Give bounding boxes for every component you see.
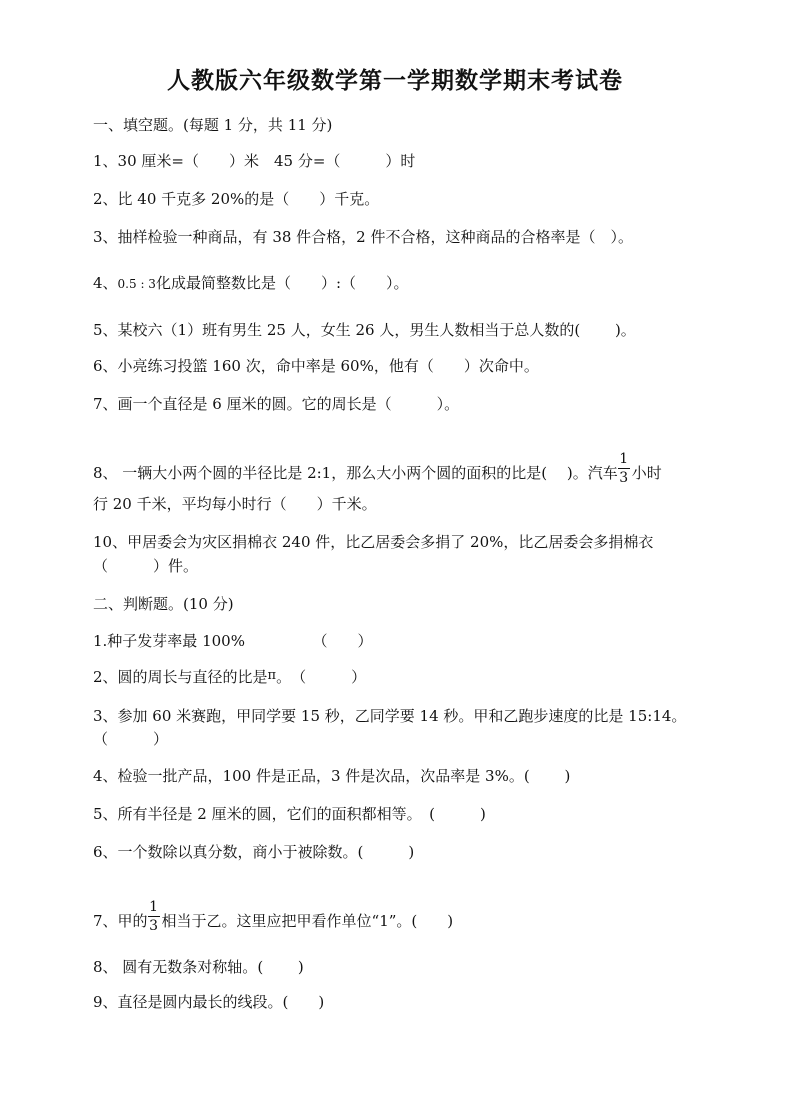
- question-8-text: 8、 一辆大小两个圆的半径比是 2:1，那么大小两个圆的面积的比是( )。汽车: [93, 464, 618, 482]
- judgment-5: 5、所有半径是 2 厘米的圆，它们的面积都相等。 ( ): [93, 805, 486, 823]
- question-4-ratio: 0.5 : 3: [117, 277, 156, 291]
- question-3: 3、抽样检验一种商品，有 38 件合格，2 件不合格，这种商品的合格率是（ ）。: [93, 228, 633, 246]
- question-4: [93, 273, 409, 294]
- judgment-1: 1.种子发芽率最 100% （ ）: [93, 632, 373, 650]
- question-10-line2: （ ）件。: [93, 557, 199, 575]
- judgment-6: 6、一个数除以真分数，商小于被除数。( ): [93, 843, 415, 861]
- judgment-7-prefix: 7、甲的: [93, 912, 148, 930]
- fraction-bar: [618, 468, 630, 469]
- question-8-fraction: [618, 452, 630, 485]
- judgment-3-line1: 3、参加 60 米赛跑，甲同学要 15 秒，乙同学要 14 秒。甲和乙跑步速度的比是 15:14。: [93, 707, 687, 725]
- judgment-4: 4、检验一批产品，100 件是正品，3 件是次品，次品率是 3%。( ): [93, 767, 571, 785]
- question-2: 2、比 40 千克多 20%的是（ ）千克。: [93, 190, 380, 208]
- judgment-2: [93, 667, 366, 689]
- judgment-7-fraction: [148, 900, 160, 933]
- question-8: [93, 451, 662, 486]
- judgment-9: 9、直径是圆内最长的线段。( ): [93, 993, 325, 1011]
- judgment-2-suffix: 。 （ ）: [276, 668, 367, 686]
- question-4-prefix: 4、: [93, 274, 118, 292]
- page-title: 人教版六年级数学第一学期数学期末考试卷: [167, 67, 623, 94]
- question-7: 7、画一个直径是 6 厘米的圆。它的周长是（ ）。: [93, 395, 460, 413]
- question-10-line1: 10、甲居委会为灾区捐棉衣 240 件，比乙居委会多捐了 20%，比乙居委会多捐棉衣: [93, 533, 654, 551]
- question-1: 1、30 厘米=（ ）米 45 分=（ ）时: [93, 152, 416, 170]
- judgment-3-line2: （ ）: [93, 730, 169, 748]
- judgment-2-prefix: 2、圆的周长与直径的比是: [93, 668, 268, 686]
- fraction-denominator: 3: [619, 470, 629, 486]
- judgment-7-suffix: 相当于乙。这里应把甲看作单位“1”。( ): [161, 912, 454, 930]
- judgment-7: [93, 899, 454, 934]
- question-4-suffix: 化成最简整数比是（ ）:（ ）。: [155, 274, 409, 292]
- question-8-text-end: 小时: [631, 464, 662, 482]
- section2-heading: 二、判断题。(10 分): [93, 595, 234, 613]
- fraction-denominator: 3: [149, 918, 158, 934]
- question-8-line2: 行 20 千米，平均每小时行（ ）千米。: [93, 495, 377, 513]
- fraction-numerator: 1: [619, 451, 629, 467]
- judgment-8: 8、 圆有无数条对称轴。( ): [93, 958, 304, 976]
- question-6: 6、小亮练习投篮 160 次，命中率是 60%，他有（ ）次命中。: [93, 357, 539, 375]
- fraction-bar: [148, 916, 160, 917]
- question-5: 5、某校六（1）班有男生 25 人，女生 26 人，男生人数相当于总人数的( )。: [93, 321, 636, 339]
- section1-heading: 一、填空题。(每题 1 分，共 11 分): [93, 116, 333, 134]
- pi-symbol: π: [267, 668, 277, 683]
- fraction-numerator: 1: [149, 899, 158, 915]
